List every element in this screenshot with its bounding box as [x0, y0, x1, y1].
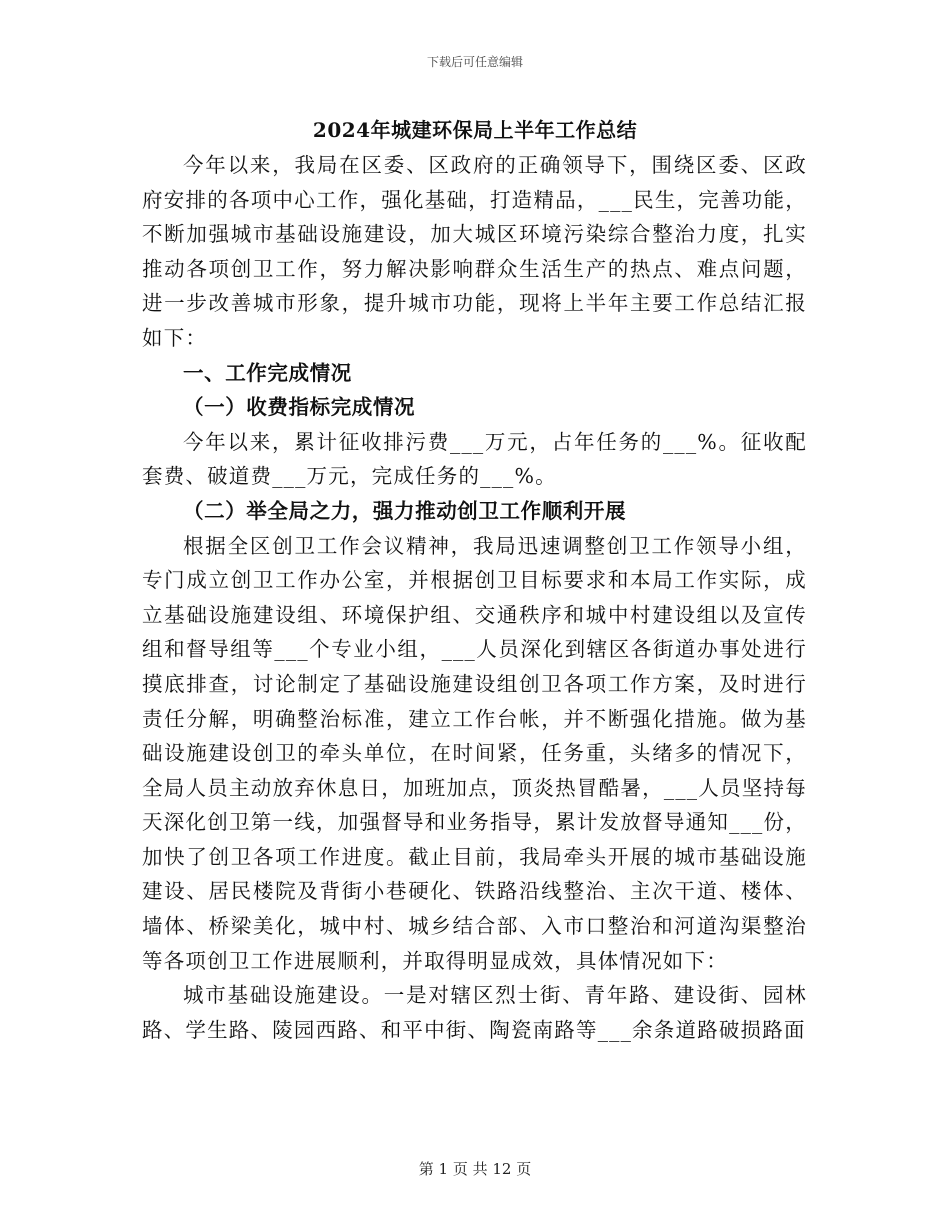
subsection-heading-2: （二）举全局之力，强力推动创卫工作顺利开展: [183, 498, 627, 523]
document-body: [142, 148, 807, 1047]
document-title: 2024年城建环保局上半年工作总结: [312, 118, 638, 142]
intro-paragraph: 今年以来，我局在区委、区政府的正确领导下，围绕区委、区政府安排的各项中心工作，强化基础，打造精品，___民生，完善功能，不断加强城市基础设施建设，加大城区环境污染综合整治力度，扎实推动各项创卫工作，努力解决影响群众生活生产的热点、难点问题，进一步改善城市形象，提升城市功能，现将上半年主要工作总结汇报如下：: [142, 153, 807, 350]
campaign-paragraph: 根据全区创卫工作会议精神，我局迅速调整创卫工作领导小组，专门成立创卫工作办公室，并根据创卫目标要求和本局工作实际，成立基础设施建设组、环境保护组、交通秩序和城中村建设组以及宣传组和督导组等___个专业小组，___人员深化到辖区各街道办事处进行摸底排查，讨论制定了基础设施建设组创卫各项工作方案，及时进行责任分解，明确整治标准，建立工作台帐，并不断强化措施。做为基础设施建设创卫的牵头单位，在时间紧，任务重，头绪多的情况下，全局人员主动放弃休息日，加班加点，顶炎热冒酷暑，___人员坚持每天深化创卫第一线，加强督导和业务指导，累计发放督导通知___份，加快了创卫各项工作进度。截止目前，我局牵头开展的城市基础设施建设、居民楼院及背街小巷硬化、铁路沿线整治、主次干道、楼体、墙体、桥梁美化，城中村、城乡结合部、入市口整治和河道沟渠整治等各项创卫工作进展顺利，并取得明显成效，具体情况如下：: [142, 533, 807, 973]
section-heading-1: 一、工作完成情况: [183, 360, 352, 385]
page-number-footer: 第 1 页 共 12 页: [418, 1160, 532, 1178]
infrastructure-paragraph: 城市基础设施建设。一是对辖区烈士街、青年路、建设街、园林路、学生路、陵园西路、和平中街、陶瓷南路等___余条道路破损路面: [142, 983, 807, 1042]
fee-paragraph: 今年以来，累计征收排污费___万元，占年任务的___%。征收配套费、破道费___万元，完成任务的___%。: [142, 429, 807, 489]
subsection-heading-1: （一）收费指标完成情况: [183, 395, 416, 420]
page-header-note: 下载后可任意编辑: [426, 55, 523, 69]
